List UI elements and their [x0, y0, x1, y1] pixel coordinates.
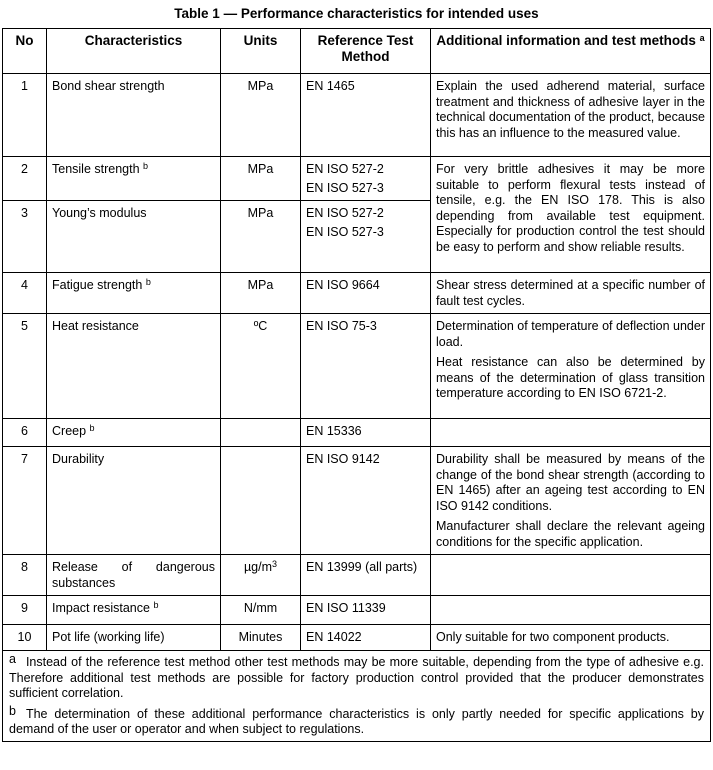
footnote [9, 652, 704, 702]
footnote [9, 703, 704, 738]
table-row [3, 419, 711, 447]
reference-line: EN ISO 527-3 [306, 180, 384, 195]
row-no: 9 [3, 596, 47, 625]
row-characteristic-text: Tensile strength [52, 162, 140, 176]
row-reference: EN 14022 [301, 625, 431, 651]
table-row [3, 314, 711, 419]
row-reference: EN 13999 (all parts) [301, 555, 431, 596]
row-info: Shear stress determined at a specific number of fault test cycles. [431, 273, 711, 314]
row-characteristic: Release of dangerous substances [47, 555, 221, 596]
table-row [3, 273, 711, 314]
row-characteristic [47, 157, 221, 201]
row-no: 5 [3, 314, 47, 419]
header-reference: Reference Test Method [301, 29, 431, 74]
row-no: 10 [3, 625, 47, 651]
footnote-mark-b: b [145, 277, 151, 287]
row-info [431, 555, 711, 596]
row-unit [221, 447, 301, 555]
row-no: 7 [3, 447, 47, 555]
row-characteristic-text: Impact resistance [52, 601, 150, 615]
table-caption: Table 1 — Performance characteristics for intended uses [174, 6, 539, 21]
unit-superscript: 3 [272, 559, 278, 569]
footnotes-cell [3, 651, 711, 742]
row-characteristic: Heat resistance [47, 314, 221, 419]
footnote-mark: a [9, 652, 16, 666]
row-unit: MPa [221, 74, 301, 157]
row-unit: N/mm [221, 596, 301, 625]
row-reference: EN 1465 [301, 74, 431, 157]
row-characteristic: Pot life (working life) [47, 625, 221, 651]
row-reference [301, 201, 431, 273]
info-paragraph: Heat resistance can also be determined by means of the determination of glass transition temperature according to EN ISO 6721-2. [436, 355, 705, 400]
row-characteristic [47, 419, 221, 447]
row-reference: EN ISO 75-3 [301, 314, 431, 419]
info-paragraph: Determination of temperature of deflection under load. [436, 319, 705, 349]
header-units: Units [221, 29, 301, 74]
row-characteristic: Bond shear strength [47, 74, 221, 157]
header-additional-text: Additional information and test methods [436, 33, 696, 48]
table-row [3, 596, 711, 625]
row-no: 3 [3, 201, 47, 273]
row-characteristic-text: Creep [52, 424, 87, 438]
info-paragraph: Manufacturer shall declare the relevant ageing conditions for the specific application. [436, 519, 705, 549]
header-no: No [3, 29, 47, 74]
row-reference: EN 15336 [301, 419, 431, 447]
row-info [431, 314, 711, 419]
row-reference: EN ISO 11339 [301, 596, 431, 625]
row-reference: EN ISO 9142 [301, 447, 431, 555]
row-unit: MPa [221, 273, 301, 314]
row-info: Only suitable for two component products. [431, 625, 711, 651]
row-unit [221, 555, 301, 596]
row-characteristic-text: Fatigue strength [52, 278, 143, 292]
row-no: 4 [3, 273, 47, 314]
header-characteristics: Characteristics [47, 29, 221, 74]
footnote-mark: b [9, 703, 16, 718]
row-info [431, 419, 711, 447]
info-paragraph: Durability shall be measured by means of the change of the bond shear strength (according to EN 1465) after an ageing test according to EN ISO 9142 conditions. [436, 452, 705, 513]
row-characteristic: Durability [47, 447, 221, 555]
row-characteristic [47, 596, 221, 625]
row-characteristic: Young’s modulus [47, 201, 221, 273]
row-unit: MPa [221, 157, 301, 201]
reference-line: EN ISO 527-2 [306, 206, 384, 220]
table-row [3, 74, 711, 157]
footnote-text: Instead of the reference test method other test methods may be more suitable, depending from the type of adhesive e.g. Therefore additional test methods are possible for factory production control provided that the producer demonstrates sufficient correlation. [9, 655, 704, 700]
table-row [3, 625, 711, 651]
row-info [431, 596, 711, 625]
footnote-text: The determination of these additional performance characteristics is only partly needed for specific applications by demand of the user or operator and when subject to regulations. [9, 706, 704, 736]
footnote-mark-b: b [143, 161, 149, 171]
footnotes-row [3, 651, 711, 742]
row-unit: ºC [221, 314, 301, 419]
footnote-mark-a: a [699, 33, 705, 43]
row-unit: MPa [221, 201, 301, 273]
performance-table [2, 28, 711, 742]
reference-line: EN ISO 527-3 [306, 224, 384, 239]
header-additional [431, 29, 711, 74]
row-characteristic [47, 273, 221, 314]
row-info [431, 447, 711, 555]
reference-line: EN ISO 527-2 [306, 162, 384, 176]
table-row [3, 555, 711, 596]
header-row [3, 29, 711, 74]
footnote-mark-b: b [89, 423, 95, 433]
table-row [3, 447, 711, 555]
row-unit: Minutes [221, 625, 301, 651]
row-no: 6 [3, 419, 47, 447]
table-row [3, 157, 711, 201]
row-unit [221, 419, 301, 447]
row-info: Explain the used adherend material, surface treatment and thickness of adhesive layer in the technical documentation of the product, because this has an influence to the measured value. [431, 74, 711, 157]
footnote-mark-b: b [153, 600, 159, 610]
row-no: 8 [3, 555, 47, 596]
row-info: For very brittle adhesives it may be more suitable to perform flexural tests instead of tensile, e.g. the EN ISO 178. This is also depending from available test equipment. Especially for production control the test should be easy to perform and show reliable results. [431, 157, 711, 273]
row-no: 1 [3, 74, 47, 157]
row-no: 2 [3, 157, 47, 201]
unit-text: µg/m [243, 560, 273, 574]
row-reference: EN ISO 9664 [301, 273, 431, 314]
row-reference [301, 157, 431, 201]
